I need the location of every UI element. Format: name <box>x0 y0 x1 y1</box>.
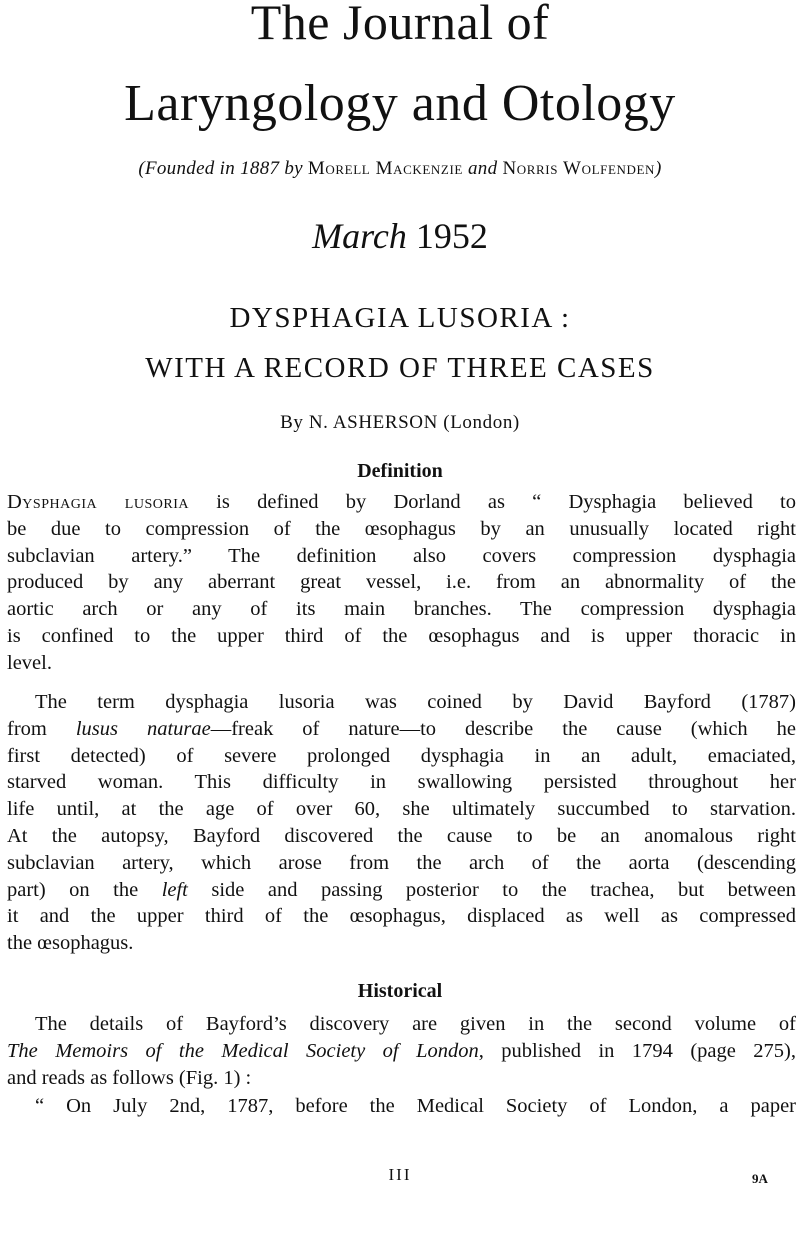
founder-name-2: Norris Wolfenden <box>502 158 655 179</box>
text-line: it and the upper third of the œsophagus, displaced as well as compressed <box>7 905 796 928</box>
issue-date <box>0 215 800 257</box>
text-line: aortic arch or any of its main branches. The compression dysphagia <box>7 598 796 621</box>
text-line: life until, at the age of over 60, she ultimately succumbed to starvation. <box>7 798 796 821</box>
text-run: is defined by Dorland as “ Dysphagia believed to <box>188 491 796 513</box>
text-run: side and passing posterior to the trachea, but between <box>187 878 796 901</box>
text-line: the œsophagus. <box>7 932 134 955</box>
journal-title-line-1: The Journal of <box>250 0 550 50</box>
founder-name-1: Morell Mackenzie <box>307 158 463 179</box>
founded-suffix: ) <box>655 158 662 179</box>
text-line: starved woman. This difficulty in swallowing persisted throughout her <box>7 771 796 794</box>
book-title: The Memoirs of the Medical Society of London <box>7 1039 479 1062</box>
text-line: The term dysphagia lusoria was coined by David Bayford (1787) <box>35 691 796 713</box>
text-run: , published in 1794 (page 275), <box>478 1039 797 1062</box>
text-line: produced by any aberrant great vessel, i.e. from an abnormality of the <box>7 571 796 594</box>
emphasis-left: left <box>161 878 188 901</box>
text-line: subclavian artery.” The definition also covers compression dysphagia <box>7 544 796 567</box>
text-line <box>7 489 796 516</box>
text-line <box>7 877 796 904</box>
text-line: The details of Bayford’s discovery are given in the second volume of <box>35 1013 796 1035</box>
text-line: be due to compression of the œsophagus by an unusually located right <box>7 517 796 540</box>
text-line: is confined to the upper third of the œsophagus and is upper thoracic in <box>7 624 796 647</box>
lead-term: Dysphagia lusoria <box>7 491 189 513</box>
latin-phrase: lusus naturae <box>75 717 211 740</box>
text-line: At the autopsy, Bayford discovered the cause to be an anomalous right <box>7 824 796 847</box>
paragraph-quote <box>7 1093 796 1120</box>
text-line: first detected) of severe prolonged dysphagia in an adult, emaciated, <box>7 744 796 767</box>
founded-and: and <box>462 158 503 179</box>
text-line: level. <box>7 651 52 674</box>
section-heading-historical: Historical <box>357 980 443 1002</box>
signature-mark: 9A <box>752 1171 768 1186</box>
founded-note <box>0 158 800 180</box>
text-line <box>7 1038 796 1065</box>
text-run: from <box>7 717 76 740</box>
page-number: III <box>388 1165 412 1184</box>
founded-prefix: (Founded in 1887 by <box>138 158 308 179</box>
issue-year: 1952 <box>415 216 488 256</box>
paragraph-term-origin <box>7 689 796 957</box>
text-line: “ On July 2nd, 1787, before the Medical Society of London, a paper <box>35 1095 796 1117</box>
paragraph-historical <box>7 1011 796 1091</box>
paragraph-definition <box>7 489 796 677</box>
article-title-line-1: DYSPHAGIA LUSORIA : <box>229 302 571 334</box>
text-line: subclavian artery, which arose from the arch of the aorta (descending <box>7 851 796 874</box>
article-byline: By N. ASHERSON (London) <box>280 412 520 433</box>
text-run: part) on the <box>7 878 162 901</box>
section-heading-definition: Definition <box>357 460 443 482</box>
journal-title-line-2: Laryngology and Otology <box>124 75 676 132</box>
text-line <box>7 716 796 743</box>
text-run: —freak of nature—to describe the cause (which he <box>210 717 796 740</box>
text-line: and reads as follows (Fig. 1) : <box>7 1066 252 1089</box>
issue-month: March <box>312 216 407 256</box>
article-title-line-2: WITH A RECORD OF THREE CASES <box>145 352 655 384</box>
